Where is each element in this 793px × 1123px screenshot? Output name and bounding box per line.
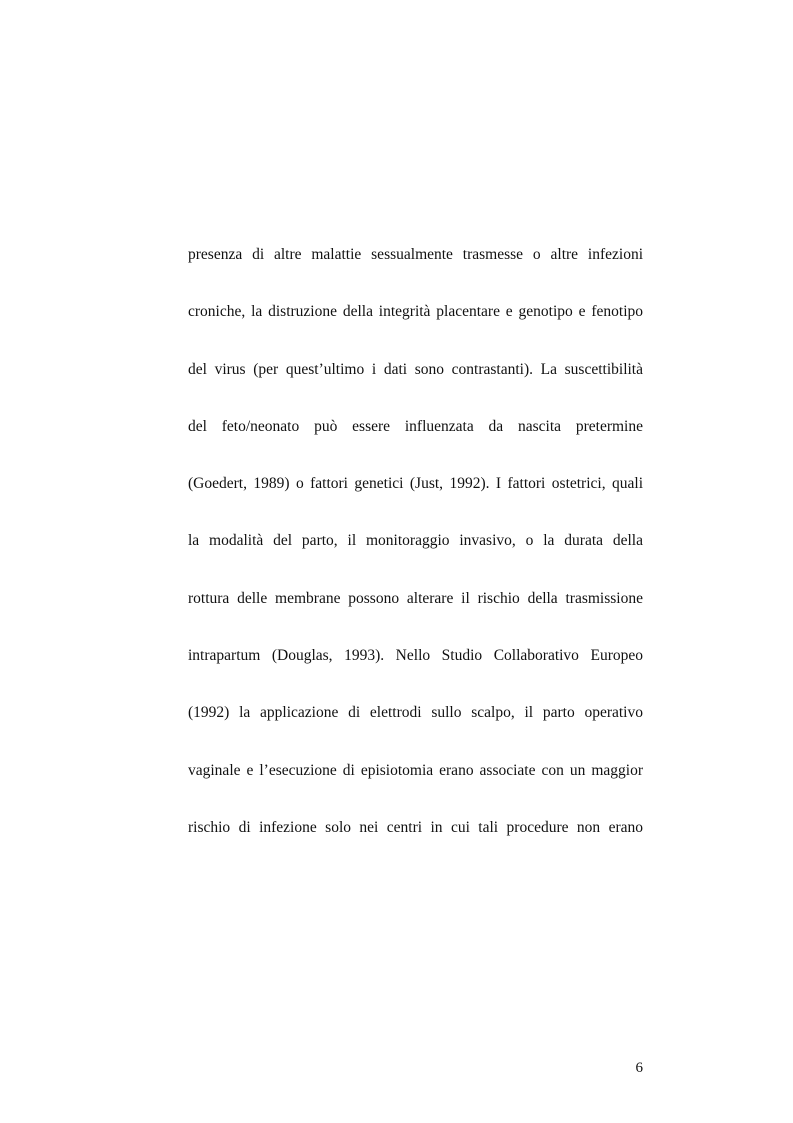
text-line: vaginale e l’esecuzione di episiotomia erano associate con un maggior bbox=[188, 761, 643, 779]
body-paragraph bbox=[188, 244, 643, 874]
text-line: rischio di infezione solo nei centri in cui tali procedure non erano bbox=[188, 818, 643, 836]
text-line: intrapartum (Douglas, 1993). Nello Studio Collaborativo Europeo bbox=[188, 647, 643, 665]
text-line: (1992) la applicazione di elettrodi sullo scalpo, il parto operativo bbox=[188, 704, 643, 722]
text-line: (Goedert, 1989) o fattori genetici (Just, 1992). I fattori ostetrici, quali bbox=[188, 475, 643, 493]
text-line: del feto/neonato può essere influenzata da nascita pretermine bbox=[188, 417, 643, 435]
text-line: croniche, la distruzione della integrità placentare e genotipo e fenotipo bbox=[188, 303, 643, 321]
page-number: 6 bbox=[635, 1060, 643, 1076]
text-line: del virus (per quest’ultimo i dati sono contrastanti). La suscettibilità bbox=[188, 360, 643, 378]
text-line: rottura delle membrane possono alterare il rischio della trasmissione bbox=[188, 589, 643, 607]
text-line: presenza di altre malattie sessualmente trasmesse o altre infezioni bbox=[188, 246, 643, 263]
text-line: la modalità del parto, il monitoraggio invasivo, o la durata della bbox=[188, 532, 643, 550]
